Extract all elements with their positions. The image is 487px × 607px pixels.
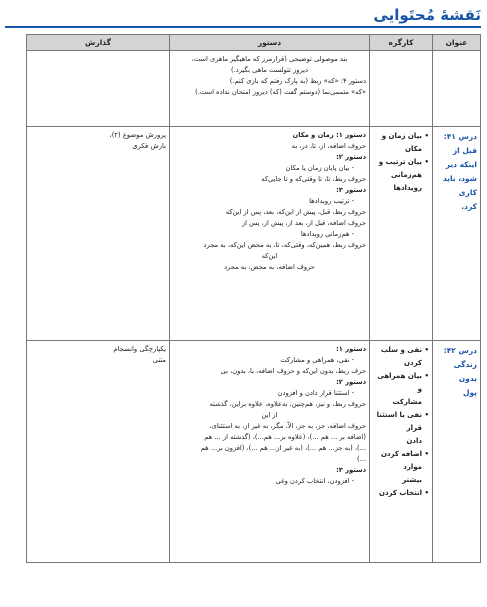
workshop-item: مشارکت (392, 398, 422, 406)
workshop-item: • بیان همراهی و (373, 370, 429, 396)
lesson-title (436, 344, 477, 400)
instruction-line: - افزودن، انتخاب کردن وغی (173, 476, 366, 487)
topic-cell (433, 127, 481, 341)
report-line: بارش فکری (132, 141, 166, 150)
instruction-line: - ترتیب رویدادها (173, 196, 366, 207)
instruction-line: - بیان پایان زمان یا مکان (173, 163, 366, 174)
workshop-item: بیشتر (402, 476, 422, 484)
workshop-item: • بیان زمان و مکان (373, 130, 429, 156)
instruction-line: حروف اضافه، از، تا، در، به (291, 142, 366, 150)
report-cell (27, 341, 170, 563)
header-instruction: دستور (170, 35, 370, 51)
workshop-item: هم‌زمانی رویدادها (390, 171, 422, 192)
instruction-line: این‌که (261, 252, 278, 260)
workshop-cell (370, 51, 433, 127)
topic-cell (433, 341, 481, 563)
instruction-line: دیروز تتولست ماهی بگیرد.) (231, 66, 308, 74)
report-line: متنی (152, 355, 166, 364)
lesson-number: درس ۴۱: (443, 132, 477, 141)
topic-cell (433, 51, 481, 127)
instruction-line: دستور ۱: (336, 345, 366, 353)
workshop-item: دادن (406, 437, 422, 445)
instruction-line: حروف اضافه، به محض، به مجرد (224, 263, 315, 271)
workshop-item: • انتخاب کردن (373, 487, 429, 500)
lesson-title (436, 130, 477, 214)
instruction-line: دستور ۳: (336, 186, 366, 194)
instruction-line: (اضافه بر ... هم ...)، (علاوه بر... هم...)، (گذشته از ... هم (204, 433, 366, 441)
header-workshop: کارگره (370, 35, 433, 51)
instruction-line: دستور ۲: (336, 378, 366, 386)
lesson-title-line: زندگی بدون (453, 360, 477, 383)
table-row (27, 51, 481, 127)
report-cell (27, 127, 170, 341)
instruction-cell (170, 127, 370, 341)
workshop-cell (370, 127, 433, 341)
lesson-title-line: قبل از اینکه دیر (445, 146, 477, 169)
header-report: گذارش (27, 35, 170, 51)
table-header-row (27, 35, 481, 51)
table-row (27, 341, 481, 563)
instruction-line: از این (261, 411, 278, 419)
instruction-line: - هم‌زمانی رویدادها (173, 229, 366, 240)
instruction-line: - نفی، همراهی و مشارکت (173, 355, 366, 366)
lesson-title-line: شود، باید کاری (442, 174, 477, 197)
instruction-line: بند موصولی توضیحی (قرارمرز که ماهیگیر ماهری است، (191, 55, 348, 63)
lesson-number: درس ۴۲: (443, 346, 477, 355)
instruction-line: حروف ربط، تا، تا وقتی‌که و تا جایی‌که (261, 175, 366, 183)
instruction-line: دستور ۳: (336, 466, 366, 474)
instruction-line: ...)، (به جز... هم ...)، (به غیر از... هم ...)، (افزون بر... هم (200, 444, 366, 452)
lesson-title-line: کرد. (461, 202, 477, 211)
instruction-line: حروف اضافه، قبل از، بعد از، پیش از، پس از (241, 219, 366, 227)
instruction-line: «که» متممی‌نما (دوستم گفت (که) دیروز امتحان نداده است.) (195, 88, 366, 96)
workshop-item: • بیان ترتیب و (373, 156, 429, 169)
instruction-line: دستور ۱: زمان و مکان (292, 131, 366, 139)
header-topic: عنوان (433, 35, 481, 51)
instruction-line: حرف ربط، بدون این‌که و حروف اضافه، با، بدون، بی (220, 367, 366, 375)
report-line: پرورش موضوع (۲)، (109, 131, 166, 139)
page-title: نَقشهٔ مُحتَوایی (373, 6, 481, 24)
lesson-title-line: پول (462, 388, 477, 397)
report-line: یکپارچگی وانسجام (113, 345, 166, 353)
instruction-line: ...) (357, 455, 366, 463)
instruction-cell (170, 341, 370, 563)
instruction-line: حروف ربط، همین‌که، وقتی‌که، تا، به محض این‌که، به مجرد (203, 241, 366, 249)
instruction-cell (170, 51, 370, 127)
report-cell (27, 51, 170, 127)
instruction-line: حروف اضافه، جز، به جز، الاّ، مگر، به غیر از، به استثنای، (209, 422, 366, 430)
instruction-line: حروف ربط، و نیز، هم‌چنین، به‌علاوه، علاوه براین، گذشته (209, 400, 366, 408)
instruction-line: دستور ۴: «که» ربط (به پارک رفتم که بازی کنم.) (229, 77, 366, 85)
instruction-line: - استثنا قرار دادن و افزودن (173, 388, 366, 399)
workshop-item: • نفی و سلب کردن (373, 344, 429, 370)
table-row (27, 127, 481, 341)
content-map-table (26, 34, 481, 563)
workshop-item: • نفی یا استثنا قرار (373, 409, 429, 435)
workshop-item: • اضافه کردن موارد (373, 448, 429, 474)
workshop-cell (370, 341, 433, 563)
instruction-line: دستور ۲: (336, 153, 366, 161)
instruction-line: حروف ربط، قبل، پیش از این‌که، بعد، پس از این‌که (225, 208, 366, 216)
title-underline (5, 26, 481, 28)
